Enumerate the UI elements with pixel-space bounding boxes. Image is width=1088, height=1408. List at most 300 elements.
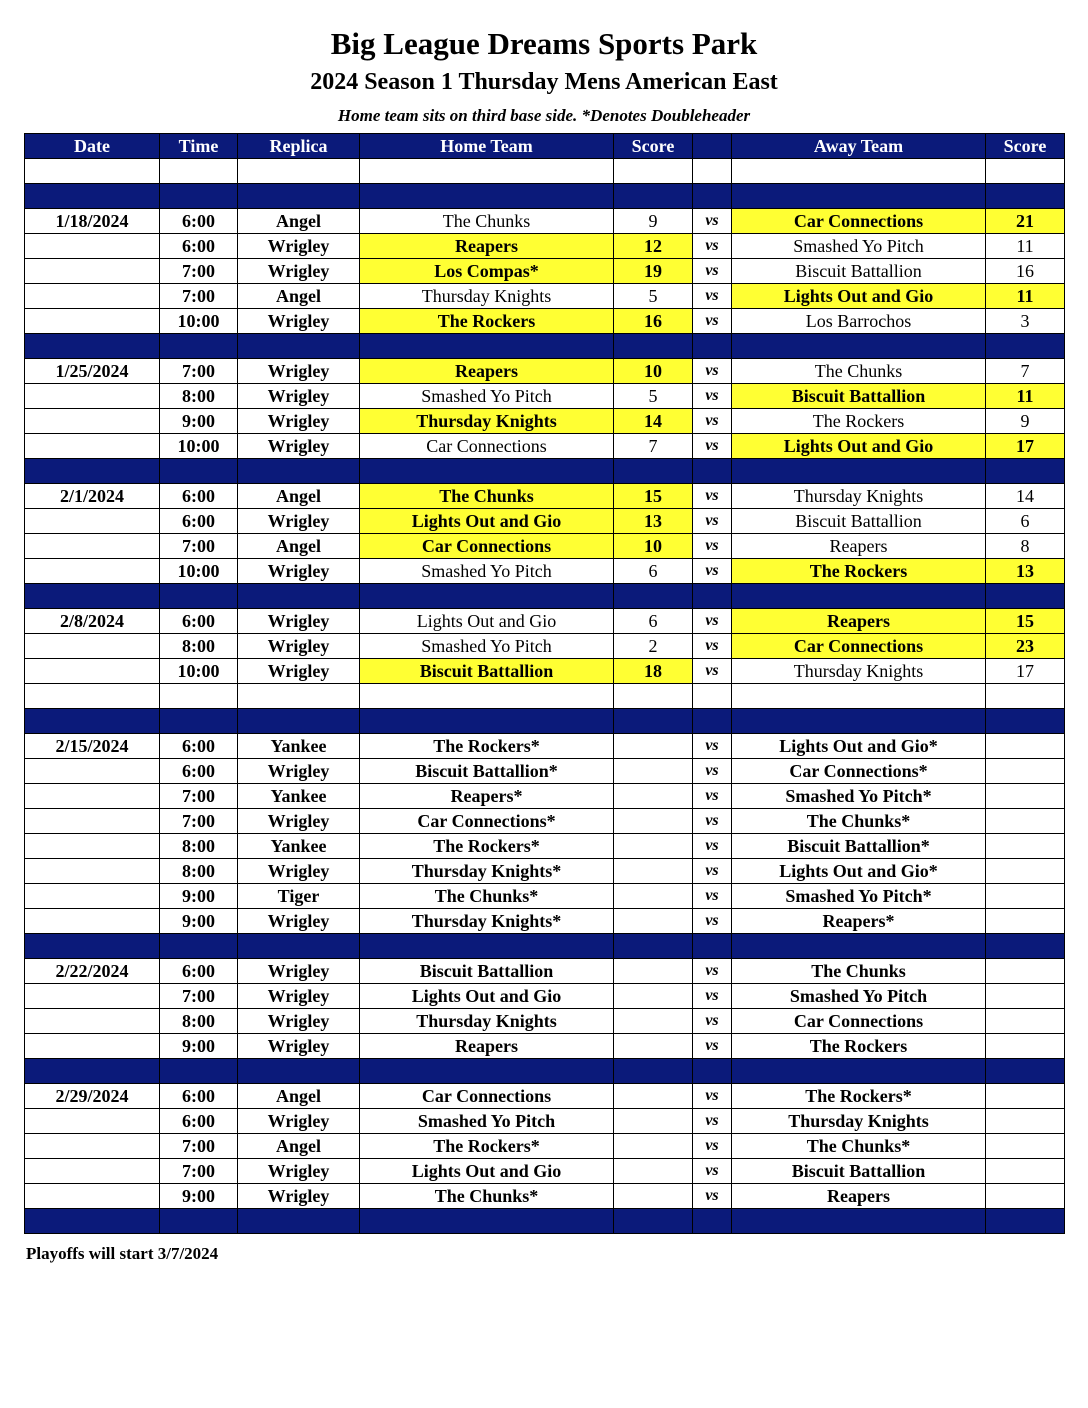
blank-cell	[693, 159, 732, 184]
separator-cell	[238, 1059, 360, 1084]
separator-cell	[693, 184, 732, 209]
blank-cell	[25, 684, 160, 709]
separator-row	[25, 1209, 1065, 1234]
time-cell: 6:00	[160, 484, 238, 509]
away-team-cell: Thursday Knights	[732, 1109, 986, 1134]
away-team-cell: Car Connections	[732, 634, 986, 659]
away-team-cell: Car Connections	[732, 209, 986, 234]
game-row	[25, 1109, 1065, 1134]
away-score-cell	[986, 759, 1065, 784]
separator-cell	[614, 1059, 693, 1084]
away-score-cell: 17	[986, 434, 1065, 459]
home-score-cell	[614, 984, 693, 1009]
time-cell: 8:00	[160, 1009, 238, 1034]
home-team-cell: The Chunks*	[360, 884, 614, 909]
game-row	[25, 659, 1065, 684]
replica-cell: Yankee	[238, 784, 360, 809]
away-team-cell: Biscuit Battallion*	[732, 834, 986, 859]
time-cell: 6:00	[160, 1084, 238, 1109]
time-cell: 7:00	[160, 809, 238, 834]
home-team-cell: Thursday Knights*	[360, 859, 614, 884]
date-cell	[25, 834, 160, 859]
away-score-cell	[986, 784, 1065, 809]
away-score-cell	[986, 1009, 1065, 1034]
away-team-cell: Lights Out and Gio*	[732, 859, 986, 884]
away-score-cell: 14	[986, 484, 1065, 509]
separator-cell	[732, 459, 986, 484]
separator-cell	[360, 459, 614, 484]
replica-cell: Wrigley	[238, 809, 360, 834]
column-header-time: Time	[160, 134, 238, 159]
away-team-cell: Thursday Knights	[732, 659, 986, 684]
away-score-cell: 11	[986, 284, 1065, 309]
separator-cell	[986, 459, 1065, 484]
time-cell: 7:00	[160, 359, 238, 384]
home-team-cell: Car Connections*	[360, 809, 614, 834]
home-score-cell	[614, 909, 693, 934]
game-row	[25, 609, 1065, 634]
date-cell	[25, 534, 160, 559]
replica-cell: Wrigley	[238, 409, 360, 434]
date-cell	[25, 1134, 160, 1159]
away-score-cell: 23	[986, 634, 1065, 659]
replica-cell: Wrigley	[238, 634, 360, 659]
page-note: Home team sits on third base side. *Denotes Doubleheader	[337, 106, 751, 125]
vs-label: vs	[693, 784, 732, 809]
separator-cell	[160, 584, 238, 609]
away-team-cell: The Rockers	[732, 559, 986, 584]
home-score-cell	[614, 1009, 693, 1034]
home-team-cell: Thursday Knights	[360, 1009, 614, 1034]
time-cell: 6:00	[160, 509, 238, 534]
date-cell	[25, 884, 160, 909]
date-cell: 1/18/2024	[25, 209, 160, 234]
vs-label: vs	[693, 809, 732, 834]
away-score-cell	[986, 959, 1065, 984]
separator-cell	[238, 1209, 360, 1234]
vs-label: vs	[693, 884, 732, 909]
date-cell	[25, 409, 160, 434]
vs-label: vs	[693, 359, 732, 384]
away-team-cell: Reapers*	[732, 909, 986, 934]
vs-label: vs	[693, 484, 732, 509]
away-team-cell: Smashed Yo Pitch	[732, 234, 986, 259]
replica-cell: Wrigley	[238, 559, 360, 584]
home-team-cell: Biscuit Battallion	[360, 659, 614, 684]
time-cell: 7:00	[160, 284, 238, 309]
time-cell: 7:00	[160, 259, 238, 284]
away-score-cell	[986, 1159, 1065, 1184]
home-team-cell: The Chunks*	[360, 1184, 614, 1209]
separator-cell	[693, 334, 732, 359]
home-score-cell: 6	[614, 559, 693, 584]
time-cell: 8:00	[160, 859, 238, 884]
time-cell: 7:00	[160, 984, 238, 1009]
home-score-cell	[614, 1159, 693, 1184]
replica-cell: Wrigley	[238, 234, 360, 259]
away-team-cell: The Chunks	[732, 359, 986, 384]
replica-cell: Tiger	[238, 884, 360, 909]
game-row	[25, 1134, 1065, 1159]
replica-cell: Wrigley	[238, 1109, 360, 1134]
date-cell	[25, 284, 160, 309]
vs-label: vs	[693, 984, 732, 1009]
vs-label: vs	[693, 309, 732, 334]
separator-cell	[986, 1059, 1065, 1084]
separator-cell	[614, 1209, 693, 1234]
separator-cell	[732, 184, 986, 209]
game-row	[25, 534, 1065, 559]
vs-label: vs	[693, 609, 732, 634]
vs-label: vs	[693, 659, 732, 684]
date-cell	[25, 809, 160, 834]
home-score-cell: 10	[614, 534, 693, 559]
time-cell: 6:00	[160, 959, 238, 984]
time-cell: 6:00	[160, 234, 238, 259]
separator-cell	[614, 334, 693, 359]
game-row	[25, 234, 1065, 259]
separator-cell	[986, 184, 1065, 209]
separator-cell	[614, 584, 693, 609]
date-cell	[25, 984, 160, 1009]
away-team-cell: The Chunks*	[732, 1134, 986, 1159]
column-header-away-team: Away Team	[732, 134, 986, 159]
replica-cell: Yankee	[238, 734, 360, 759]
column-header-replica: Replica	[238, 134, 360, 159]
home-team-cell: The Rockers	[360, 309, 614, 334]
separator-cell	[160, 184, 238, 209]
game-row	[25, 634, 1065, 659]
home-team-cell: Los Compas*	[360, 259, 614, 284]
away-score-cell	[986, 859, 1065, 884]
time-cell: 8:00	[160, 634, 238, 659]
home-score-cell: 13	[614, 509, 693, 534]
home-score-cell	[614, 1184, 693, 1209]
home-team-cell: Biscuit Battallion*	[360, 759, 614, 784]
vs-label: vs	[693, 959, 732, 984]
time-cell: 6:00	[160, 1109, 238, 1134]
date-cell	[25, 909, 160, 934]
home-team-cell: Thursday Knights*	[360, 909, 614, 934]
home-team-cell: Car Connections	[360, 1084, 614, 1109]
away-score-cell: 21	[986, 209, 1065, 234]
away-team-cell: Car Connections*	[732, 759, 986, 784]
blank-cell	[25, 159, 160, 184]
replica-cell: Wrigley	[238, 984, 360, 1009]
vs-label: vs	[693, 409, 732, 434]
home-score-cell: 6	[614, 609, 693, 634]
home-team-cell: The Chunks	[360, 484, 614, 509]
separator-row	[25, 1059, 1065, 1084]
home-team-cell: Smashed Yo Pitch	[360, 1109, 614, 1134]
time-cell: 9:00	[160, 409, 238, 434]
game-row	[25, 434, 1065, 459]
separator-cell	[160, 1209, 238, 1234]
date-cell	[25, 309, 160, 334]
vs-label: vs	[693, 384, 732, 409]
separator-cell	[693, 709, 732, 734]
home-score-cell: 5	[614, 284, 693, 309]
game-row	[25, 1184, 1065, 1209]
vs-label: vs	[693, 909, 732, 934]
away-score-cell: 11	[986, 234, 1065, 259]
time-cell: 6:00	[160, 759, 238, 784]
away-score-cell: 15	[986, 609, 1065, 634]
home-score-cell: 9	[614, 209, 693, 234]
date-cell	[25, 434, 160, 459]
replica-cell: Angel	[238, 284, 360, 309]
home-score-cell: 12	[614, 234, 693, 259]
home-score-cell	[614, 1134, 693, 1159]
away-team-cell: The Rockers*	[732, 1084, 986, 1109]
game-row	[25, 509, 1065, 534]
away-score-cell	[986, 1084, 1065, 1109]
separator-cell	[732, 584, 986, 609]
blank-cell	[693, 684, 732, 709]
vs-label: vs	[693, 634, 732, 659]
away-team-cell: Lights Out and Gio	[732, 284, 986, 309]
home-score-cell	[614, 809, 693, 834]
date-cell: 2/22/2024	[25, 959, 160, 984]
away-team-cell: The Chunks	[732, 959, 986, 984]
separator-cell	[693, 934, 732, 959]
blank-cell	[360, 684, 614, 709]
separator-cell	[25, 459, 160, 484]
away-score-cell: 11	[986, 384, 1065, 409]
date-cell	[25, 384, 160, 409]
game-row	[25, 909, 1065, 934]
home-score-cell	[614, 884, 693, 909]
separator-cell	[732, 1209, 986, 1234]
away-team-cell: Biscuit Battallion	[732, 259, 986, 284]
separator-cell	[160, 459, 238, 484]
vs-label: vs	[693, 259, 732, 284]
separator-row	[25, 584, 1065, 609]
away-score-cell	[986, 1109, 1065, 1134]
replica-cell: Wrigley	[238, 1009, 360, 1034]
replica-cell: Wrigley	[238, 1034, 360, 1059]
separator-cell	[614, 459, 693, 484]
replica-cell: Wrigley	[238, 259, 360, 284]
game-row	[25, 284, 1065, 309]
replica-cell: Angel	[238, 1084, 360, 1109]
vs-label: vs	[693, 759, 732, 784]
away-team-cell: Reapers	[732, 534, 986, 559]
date-cell	[25, 759, 160, 784]
replica-cell: Wrigley	[238, 609, 360, 634]
separator-row	[25, 709, 1065, 734]
away-team-cell: Reapers	[732, 1184, 986, 1209]
separator-cell	[25, 709, 160, 734]
home-score-cell	[614, 759, 693, 784]
date-cell	[25, 1184, 160, 1209]
home-score-cell	[614, 859, 693, 884]
separator-cell	[25, 184, 160, 209]
vs-label: vs	[693, 1109, 732, 1134]
separator-row	[25, 184, 1065, 209]
blank-row	[25, 159, 1065, 184]
separator-cell	[360, 184, 614, 209]
blank-cell	[160, 159, 238, 184]
game-row	[25, 809, 1065, 834]
away-score-cell: 7	[986, 359, 1065, 384]
separator-cell	[360, 1059, 614, 1084]
separator-cell	[986, 334, 1065, 359]
away-score-cell: 6	[986, 509, 1065, 534]
away-score-cell	[986, 909, 1065, 934]
away-team-cell: Lights Out and Gio*	[732, 734, 986, 759]
game-row	[25, 309, 1065, 334]
vs-label: vs	[693, 1159, 732, 1184]
home-team-cell: The Rockers*	[360, 734, 614, 759]
vs-label: vs	[693, 209, 732, 234]
time-cell: 7:00	[160, 784, 238, 809]
home-score-cell: 7	[614, 434, 693, 459]
separator-cell	[25, 1059, 160, 1084]
away-score-cell	[986, 1134, 1065, 1159]
separator-cell	[25, 334, 160, 359]
home-team-cell: The Chunks	[360, 209, 614, 234]
game-row	[25, 859, 1065, 884]
replica-cell: Wrigley	[238, 909, 360, 934]
away-team-cell: Los Barrochos	[732, 309, 986, 334]
time-cell: 6:00	[160, 609, 238, 634]
column-header-home-team: Home Team	[360, 134, 614, 159]
date-cell: 2/29/2024	[25, 1084, 160, 1109]
date-cell: 2/8/2024	[25, 609, 160, 634]
home-score-cell: 5	[614, 384, 693, 409]
separator-cell	[732, 709, 986, 734]
time-cell: 10:00	[160, 309, 238, 334]
time-cell: 9:00	[160, 1034, 238, 1059]
date-cell	[25, 1159, 160, 1184]
date-cell	[25, 1009, 160, 1034]
home-team-cell: Reapers*	[360, 784, 614, 809]
home-score-cell	[614, 784, 693, 809]
vs-label: vs	[693, 234, 732, 259]
vs-label: vs	[693, 1134, 732, 1159]
page-title: Big League Dreams Sports Park	[330, 26, 758, 61]
away-team-cell: Lights Out and Gio	[732, 434, 986, 459]
vs-label: vs	[693, 509, 732, 534]
home-team-cell: Car Connections	[360, 434, 614, 459]
home-score-cell: 18	[614, 659, 693, 684]
date-cell	[25, 559, 160, 584]
away-team-cell: Smashed Yo Pitch*	[732, 784, 986, 809]
blank-cell	[614, 159, 693, 184]
time-cell: 9:00	[160, 1184, 238, 1209]
replica-cell: Wrigley	[238, 759, 360, 784]
blank-cell	[360, 159, 614, 184]
away-team-cell: Biscuit Battallion	[732, 384, 986, 409]
away-score-cell	[986, 809, 1065, 834]
game-row	[25, 959, 1065, 984]
home-team-cell: Smashed Yo Pitch	[360, 384, 614, 409]
separator-cell	[25, 584, 160, 609]
away-score-cell: 17	[986, 659, 1065, 684]
home-team-cell: Reapers	[360, 234, 614, 259]
game-row	[25, 1159, 1065, 1184]
away-team-cell: The Rockers	[732, 1034, 986, 1059]
home-score-cell	[614, 959, 693, 984]
vs-label: vs	[693, 284, 732, 309]
date-cell	[25, 234, 160, 259]
away-score-cell: 3	[986, 309, 1065, 334]
separator-cell	[614, 709, 693, 734]
home-score-cell	[614, 1034, 693, 1059]
blank-cell	[732, 684, 986, 709]
separator-cell	[160, 934, 238, 959]
vs-label: vs	[693, 1034, 732, 1059]
replica-cell: Wrigley	[238, 359, 360, 384]
away-score-cell	[986, 1034, 1065, 1059]
separator-cell	[732, 1059, 986, 1084]
home-team-cell: The Rockers*	[360, 834, 614, 859]
separator-cell	[614, 934, 693, 959]
separator-row	[25, 459, 1065, 484]
game-row	[25, 209, 1065, 234]
time-cell: 8:00	[160, 834, 238, 859]
separator-cell	[986, 709, 1065, 734]
away-score-cell	[986, 834, 1065, 859]
game-row	[25, 409, 1065, 434]
game-row	[25, 734, 1065, 759]
game-row	[25, 259, 1065, 284]
away-team-cell: Thursday Knights	[732, 484, 986, 509]
separator-cell	[986, 584, 1065, 609]
separator-cell	[360, 709, 614, 734]
separator-cell	[986, 934, 1065, 959]
away-score-cell	[986, 984, 1065, 1009]
replica-cell: Wrigley	[238, 1184, 360, 1209]
blank-cell	[986, 684, 1065, 709]
separator-cell	[986, 1209, 1065, 1234]
blank-cell	[986, 159, 1065, 184]
game-row	[25, 484, 1065, 509]
home-team-cell: Lights Out and Gio	[360, 609, 614, 634]
date-cell	[25, 859, 160, 884]
home-score-cell	[614, 1109, 693, 1134]
away-team-cell: The Rockers	[732, 409, 986, 434]
footer-note: Playoffs will start 3/7/2024	[26, 1244, 219, 1263]
home-score-cell: 14	[614, 409, 693, 434]
away-team-cell: Biscuit Battallion	[732, 1159, 986, 1184]
blank-cell	[238, 159, 360, 184]
game-row	[25, 559, 1065, 584]
schedule-header-row	[25, 134, 1065, 159]
home-team-cell: Reapers	[360, 359, 614, 384]
vs-label: vs	[693, 559, 732, 584]
separator-cell	[693, 1209, 732, 1234]
replica-cell: Wrigley	[238, 1159, 360, 1184]
game-row	[25, 384, 1065, 409]
replica-cell: Wrigley	[238, 384, 360, 409]
time-cell: 9:00	[160, 884, 238, 909]
separator-cell	[25, 934, 160, 959]
replica-cell: Wrigley	[238, 434, 360, 459]
replica-cell: Wrigley	[238, 859, 360, 884]
away-score-cell	[986, 734, 1065, 759]
away-team-cell: Reapers	[732, 609, 986, 634]
game-row	[25, 784, 1065, 809]
game-row	[25, 1084, 1065, 1109]
home-score-cell	[614, 1084, 693, 1109]
vs-label: vs	[693, 1009, 732, 1034]
separator-cell	[238, 184, 360, 209]
column-header-vs	[693, 134, 732, 159]
home-team-cell: Smashed Yo Pitch	[360, 634, 614, 659]
blank-cell	[238, 684, 360, 709]
